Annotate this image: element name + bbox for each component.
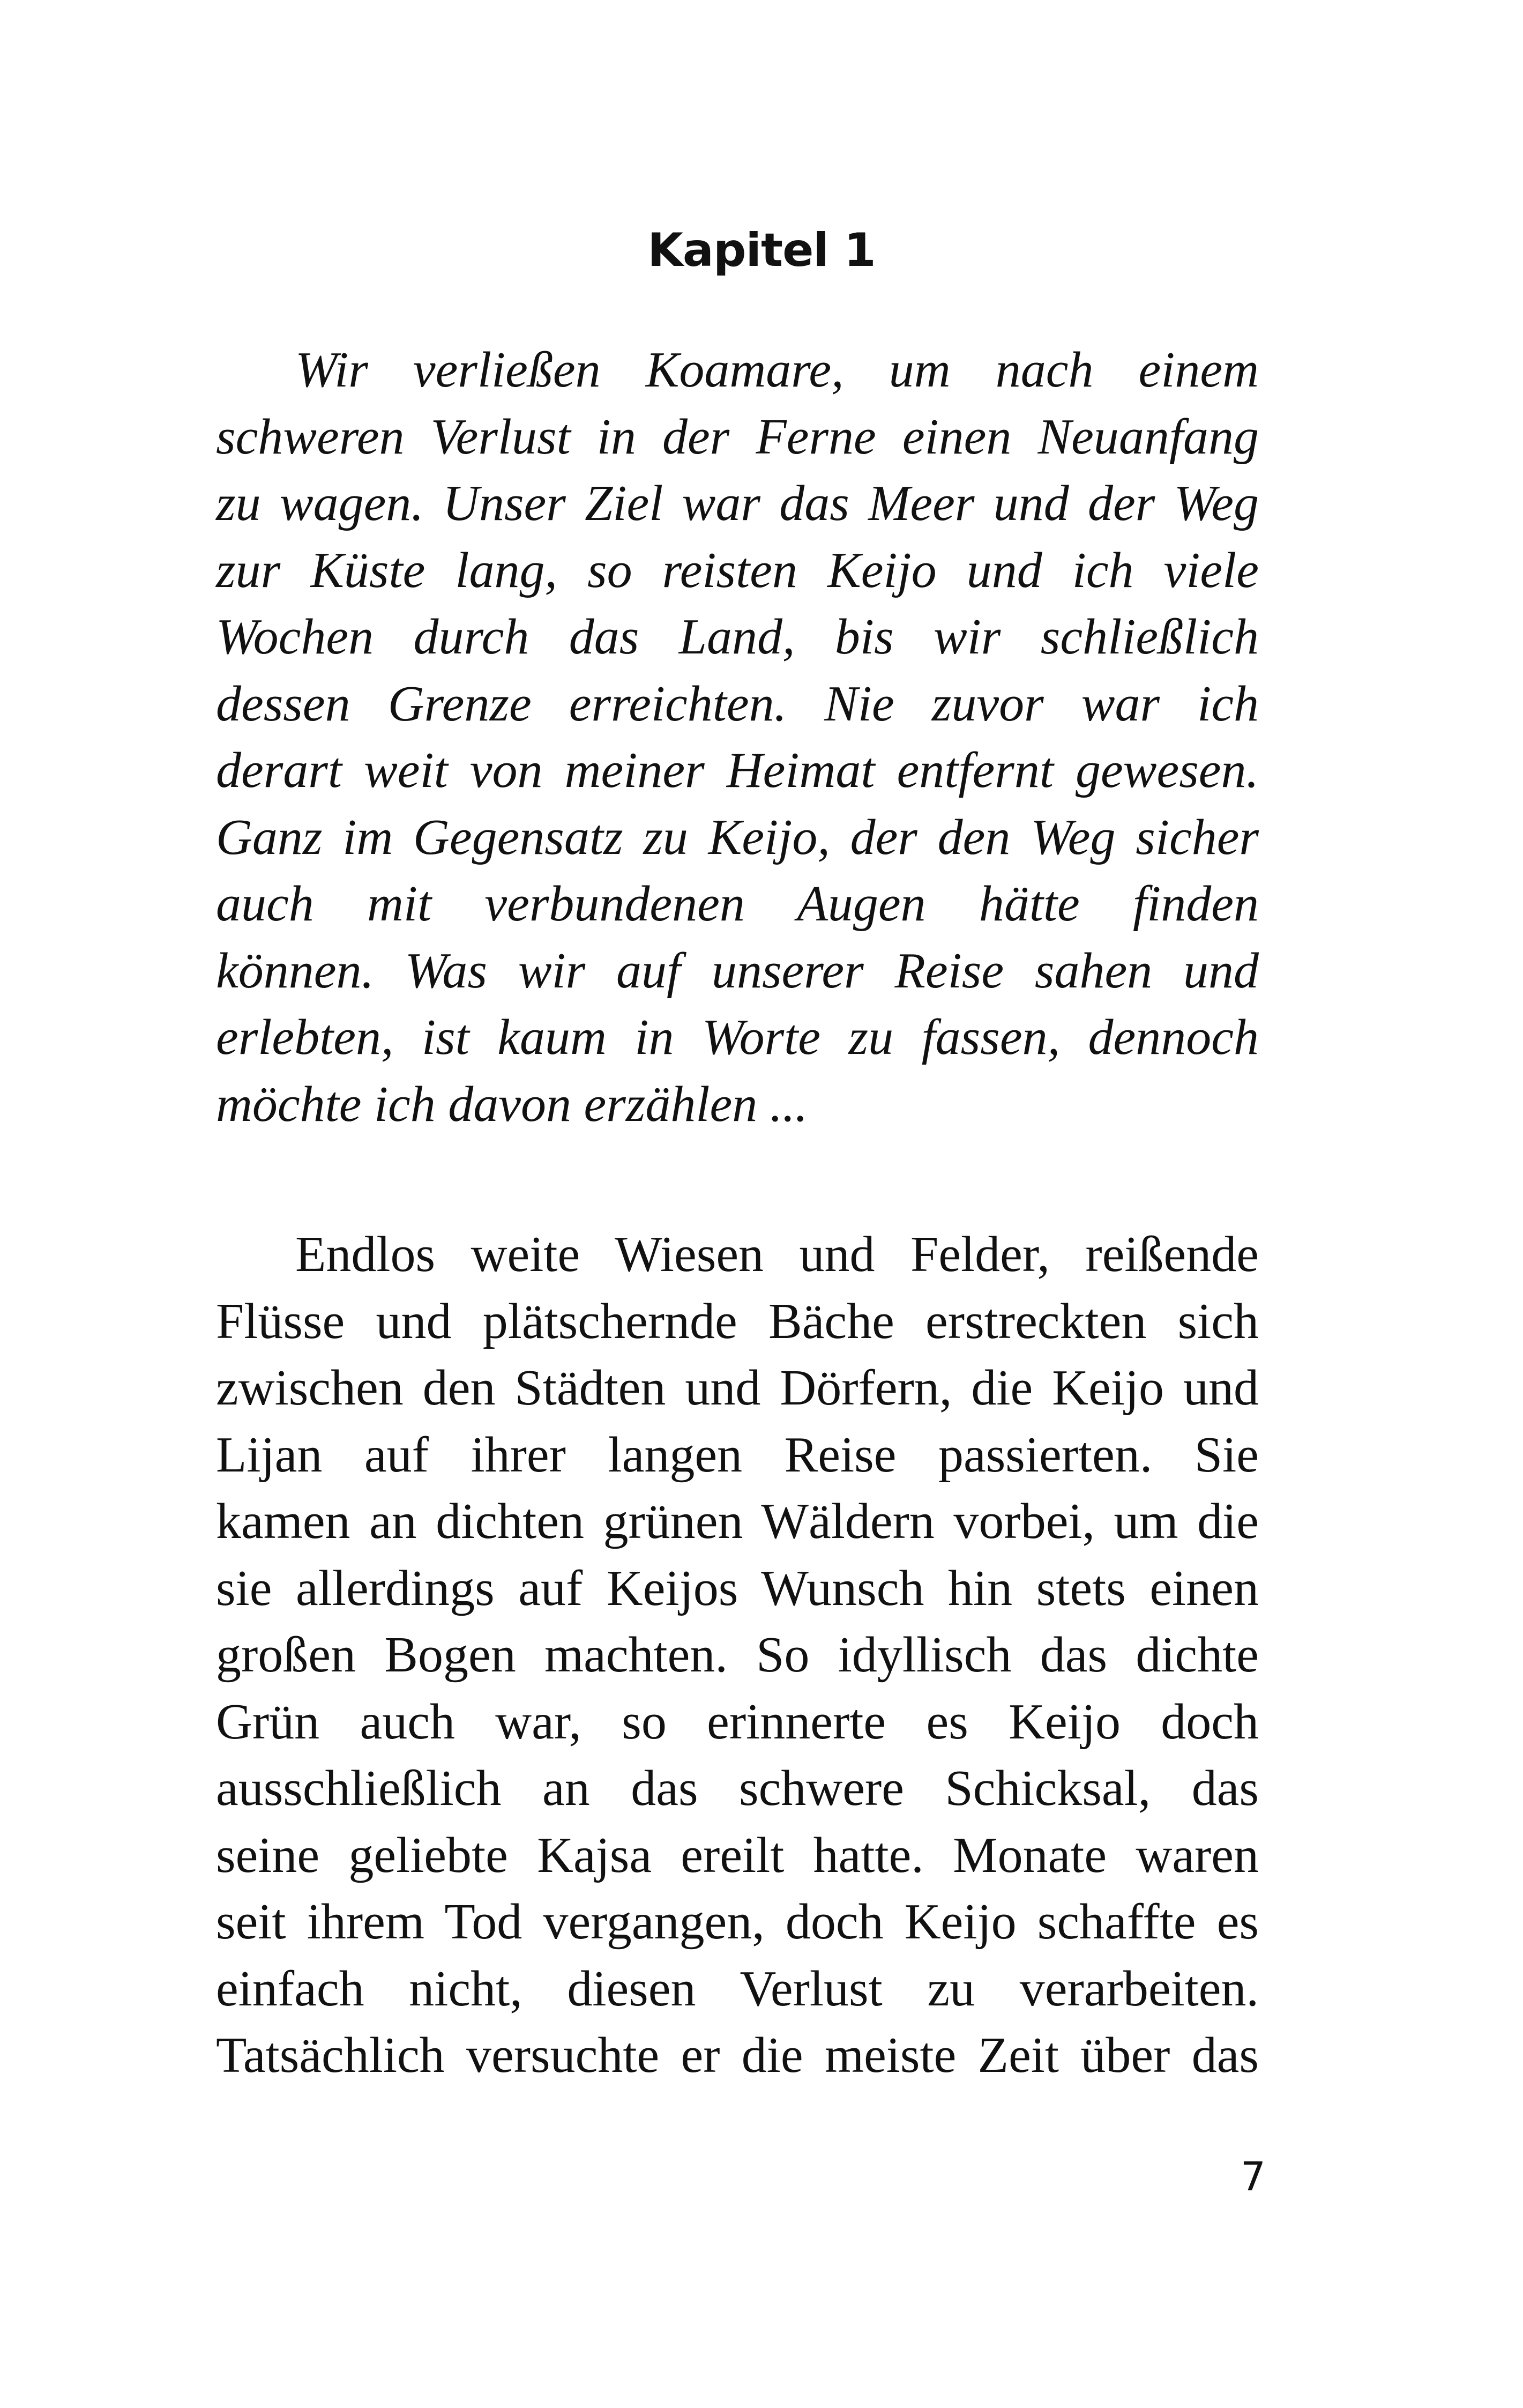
body-paragraph <box>216 1221 1259 2089</box>
prologue-line: zu wagen. Unser Ziel war das Meer und der Weg <box>216 475 1259 531</box>
body-line: großen Bogen machten. So idyllisch das dichte <box>216 1627 1259 1683</box>
page-number: 7 <box>1240 2154 1266 2200</box>
body-line: Endlos weite Wiesen und Felder, reißende <box>295 1227 1259 1282</box>
prologue-line: Wochen durch das Land, bis wir schließlich <box>216 609 1259 665</box>
body-line: seine geliebte Kajsa ereilt hatte. Monate waren <box>216 1827 1259 1883</box>
prologue-line: schweren Verlust in der Ferne einen Neuanfang <box>216 408 1259 465</box>
body-line: Flüsse und plätschernde Bäche erstreckten sich <box>216 1293 1259 1349</box>
prologue-line: Ganz im Gegensatz zu Keijo, der den Weg sicher <box>216 809 1259 865</box>
body-line: ausschließlich an das schwere Schicksal, das <box>216 1760 1259 1816</box>
body-line: sie allerdings auf Keijos Wunsch hin stets einen <box>216 1560 1259 1616</box>
prologue-line: auch mit verbundenen Augen hätte finden <box>216 876 1259 932</box>
prologue-line: möchte ich davon erzählen ... <box>216 1076 808 1132</box>
body-line: Grün auch war, so erinnerte es Keijo doch <box>216 1693 1259 1750</box>
prologue-line: Wir verließen Koamare, um nach einem <box>295 342 1259 398</box>
body-line: Tatsächlich versuchte er die meiste Zeit über das <box>216 2027 1259 2083</box>
prologue-paragraph <box>216 337 1259 1138</box>
body-line: seit ihrem Tod vergangen, doch Keijo schaffte es <box>216 1894 1259 1950</box>
body-line: zwischen den Städten und Dörfern, die Keijo und <box>216 1360 1259 1416</box>
body-line: Lijan auf ihrer langen Reise passierten. Sie <box>216 1426 1259 1483</box>
chapter-title: Kapitel 1 <box>647 224 876 277</box>
body-line: einfach nicht, diesen Verlust zu verarbeiten. <box>216 1960 1259 2017</box>
prologue-line: derart weit von meiner Heimat entfernt gewesen. <box>216 742 1259 798</box>
prologue-line: dessen Grenze erreichten. Nie zuvor war ich <box>216 675 1259 732</box>
prologue-line: können. Was wir auf unserer Reise sahen und <box>216 942 1259 999</box>
body-line: kamen an dichten grünen Wäldern vorbei, um die <box>216 1493 1259 1549</box>
prologue-line: zur Küste lang, so reisten Keijo und ich viele <box>216 542 1259 598</box>
prologue-line: erlebten, ist kaum in Worte zu fassen, dennoch <box>216 1009 1259 1065</box>
